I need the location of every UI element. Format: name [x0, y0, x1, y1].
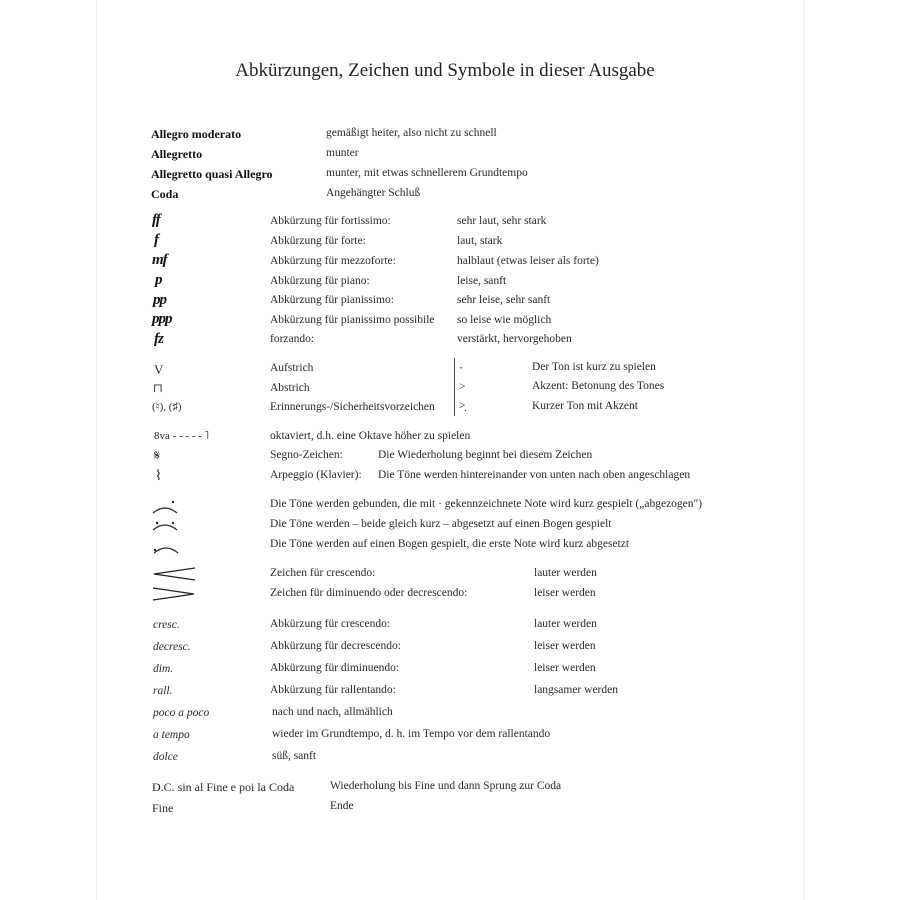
- upbow-symbol: V: [154, 362, 164, 377]
- dynamic-symbol: pp: [153, 292, 166, 308]
- sign-meaning: Die Wiederholung beginnt bei diesem Zeichen: [378, 449, 593, 461]
- divider-line: [454, 358, 455, 416]
- sign-desc: oktaviert, d.h. eine Oktave höher zu spielen: [270, 430, 471, 442]
- crescendo-hairpin-icon: [151, 566, 197, 582]
- dynamic-symbol: fz: [154, 331, 163, 347]
- dynamic-desc: Abkürzung für pianissimo possibile: [270, 314, 435, 326]
- dynamic-desc: Abkürzung für mezzoforte:: [270, 255, 396, 267]
- tempo-meaning: munter, mit etwas schnellerem Grundtempo: [326, 167, 528, 179]
- term-desc: Abkürzung für diminuendo:: [270, 662, 400, 674]
- term-label: poco a poco: [153, 707, 210, 719]
- term-desc: wieder im Grundtempo, d. h. im Tempo vor dem rallentando: [272, 728, 551, 740]
- bowing-desc: Abstrich: [270, 382, 310, 394]
- tempo-meaning: munter: [326, 147, 359, 159]
- dynamic-desc: Abkürzung für forte:: [270, 235, 366, 247]
- slur-first-short-icon: [150, 538, 180, 558]
- bowing-desc: Erinnerungs-/Sicherheitsvorzeichen: [270, 401, 435, 413]
- term-meaning: lauter werden: [534, 618, 597, 630]
- accidental-symbol: (♮), (♯): [152, 401, 182, 413]
- hairpin-meaning: lauter werden: [534, 567, 597, 579]
- term-meaning: leiser werden: [534, 640, 596, 652]
- sign-desc: Segno-Zeichen:: [270, 449, 343, 461]
- dynamic-desc: Abkürzung für pianissimo:: [270, 294, 394, 306]
- tempo-term: Allegro moderato: [151, 127, 242, 141]
- dynamic-meaning: so leise wie möglich: [457, 314, 552, 326]
- term-label: decresc.: [153, 641, 191, 653]
- tempo-term: Coda: [151, 187, 179, 201]
- articulation-desc: Akzent: Betonung des Tones: [532, 380, 665, 392]
- bowing-desc: Aufstrich: [270, 362, 314, 374]
- ending-desc: Ende: [330, 800, 354, 812]
- term-label: dim.: [153, 663, 174, 675]
- dynamic-meaning: leise, sanft: [457, 275, 507, 287]
- dynamic-desc: forzando:: [270, 333, 315, 345]
- tempo-meaning: gemäßigt heiter, also nicht zu schnell: [326, 127, 497, 139]
- dynamic-symbol: f: [154, 232, 158, 248]
- articulation-desc: Der Ton ist kurz zu spielen: [532, 361, 656, 373]
- term-desc: Abkürzung für rallentando:: [270, 684, 396, 696]
- dynamic-desc: Abkürzung für fortissimo:: [270, 215, 391, 227]
- dynamic-desc: Abkürzung für piano:: [270, 275, 370, 287]
- tempo-meaning: Angehängter Schluß: [326, 187, 421, 199]
- term-label: dolce: [153, 751, 178, 763]
- term-label: a tempo: [153, 729, 190, 741]
- slur-desc: Die Töne werden – beide gleich kurz – abgesetzt auf einen Bogen gespielt: [270, 518, 612, 530]
- decrescendo-hairpin-icon: [151, 586, 197, 602]
- dynamic-symbol: ppp: [152, 311, 172, 327]
- staccato-symbol: ·: [459, 360, 464, 375]
- hairpin-desc: Zeichen für diminuendo oder decrescendo:: [270, 587, 468, 599]
- hairpin-desc: Zeichen für crescendo:: [270, 567, 376, 579]
- term-desc: Abkürzung für crescendo:: [270, 618, 391, 630]
- ending-term: D.C. sin al Fine e poi la Coda: [152, 780, 295, 794]
- term-desc: nach und nach, allmählich: [272, 706, 393, 718]
- term-desc: Abkürzung für decrescendo:: [270, 640, 401, 652]
- slur-desc: Die Töne werden auf einen Bogen gespielt, die erste Note wird kurz abgesetzt: [270, 538, 630, 550]
- dynamic-meaning: sehr leise, sehr sanft: [457, 294, 551, 306]
- tempo-term: Allegretto quasi Allegro: [151, 167, 273, 181]
- term-label: rall.: [153, 685, 173, 697]
- tempo-term: Allegretto: [151, 147, 203, 161]
- articulation-desc: Kurzer Ton mit Akzent: [532, 400, 638, 412]
- term-meaning: leiser werden: [534, 662, 596, 674]
- dynamic-meaning: sehr laut, sehr stark: [457, 215, 547, 227]
- sign-meaning: Die Töne werden hintereinander von unten nach oben angeschlagen: [378, 469, 691, 481]
- term-meaning: langsamer werden: [534, 684, 618, 696]
- arpeggio-symbol: ⌇: [155, 469, 162, 484]
- dynamic-meaning: verstärkt, hervorgehoben: [457, 333, 572, 345]
- ending-desc: Wiederholung bis Fine und dann Sprung zur Coda: [330, 780, 562, 792]
- downbow-symbol: ⊓: [153, 381, 164, 395]
- segno-symbol: 𝄋: [154, 449, 161, 464]
- sign-desc: Arpeggio (Klavier):: [270, 469, 362, 481]
- term-desc: süß, sanft: [272, 750, 317, 762]
- octave-symbol: 8va - - - - - ˥: [154, 430, 209, 442]
- dynamic-symbol: mf: [152, 252, 167, 268]
- dynamic-meaning: halblaut (etwas leiser als forte): [457, 255, 599, 267]
- accent-staccato-symbol: >̣: [459, 400, 466, 412]
- dynamic-symbol: p: [155, 272, 162, 288]
- accent-symbol: >: [459, 381, 466, 393]
- hairpin-meaning: leiser werden: [534, 587, 596, 599]
- page-title: Abkürzungen, Zeichen und Symbole in dieser Ausgabe: [235, 60, 655, 81]
- slur-portato-icon: [150, 518, 180, 538]
- term-label: cresc.: [153, 619, 180, 631]
- ending-term: Fine: [152, 801, 174, 815]
- slur-desc: Die Töne werden gebunden, die mit · gekennzeichnete Note wird kurz gespielt („abgezogen"): [270, 498, 703, 510]
- dynamic-meaning: laut, stark: [457, 235, 503, 247]
- slur-staccato-icon: [150, 498, 180, 518]
- dynamic-symbol: ff: [152, 212, 160, 228]
